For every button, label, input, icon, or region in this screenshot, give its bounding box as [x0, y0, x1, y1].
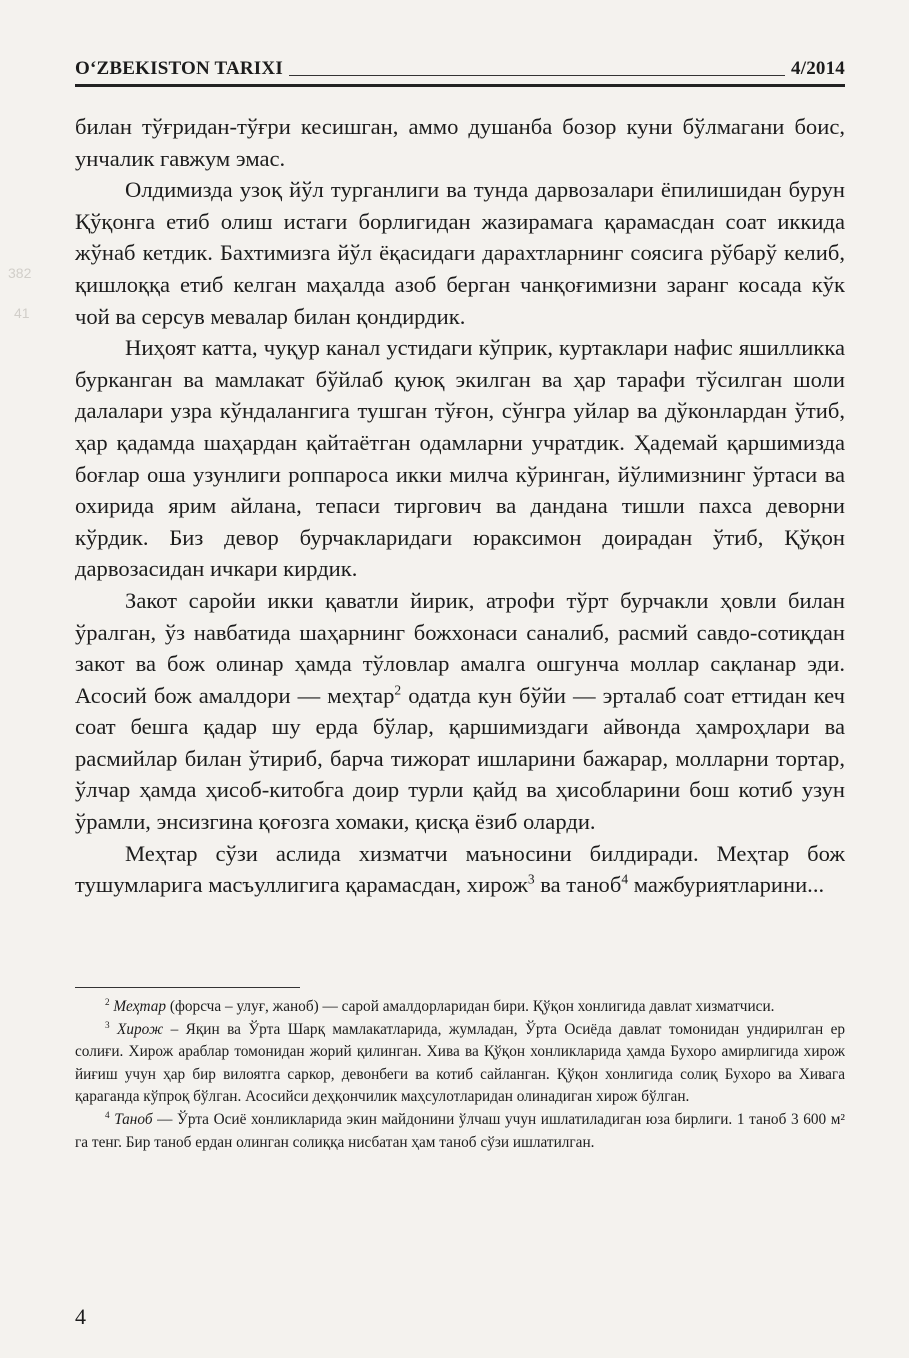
paragraph-text: мажбуриятларини...: [628, 872, 825, 898]
footnote-text: — Ўрта Осиё хонликларида экин майдонини ўлчаш учун ишлатиладиган юза бирлиги. 1 таноб 3 600 м² га тенг. Бир таноб ердан олинган солиққа нисбатан ҳам таноб сўзи ишлатилган.: [75, 1110, 846, 1151]
paragraph: [75, 838, 845, 901]
footnote-3: [75, 1019, 845, 1109]
footnote-number: 2: [105, 996, 110, 1007]
footnote-number: 4: [105, 1109, 110, 1120]
footnote-2: [75, 996, 845, 1019]
header-rule: [289, 75, 785, 76]
paragraph: Ниҳоят катта, чуқур канал устидаги кўприк, куртаклари нафис яшилликка бурканган ва мамлакат бўйлаб қуюқ экилган ва ҳар тарафи тўсилган шоли далалари узра кўндалангига тушган тўғон, сўнгра уйлар ва дўконлардан ўтиб, ҳар қадамда шаҳардан қайтаётган одамларни учратдик. Ҳадемай қаршимизда боғлар оша узунлиги роппароса икки милча кўринган, йўлимизнинг ўртаси ва охирида ярим айлана, тепаси тиргович ва дандана тишли пахса деворни кўрдик. Биз девор бурчакларидаги юраксимон доирадан ўтиб, Қўқон дарвозасидан ичкари кирдик.: [75, 335, 845, 582]
paragraph: [75, 585, 845, 838]
footnote-text: (форсча – улуғ, жаноб) — сарой амалдорларидан бири. Қўқон хонлигида давлат хизматчиси.: [166, 998, 775, 1015]
paragraph-text: одатда кун бўйи — эрталаб соат еттидан кеч соат бешга қадар шу ерда бўлар, қаршимиздаги айвонда ҳамроҳлари ва расмийлар билан ўтириб, барча тижорат ишларини бажарар, молларни тортар, ўлчар ҳамда ҳисоб-китобга доир турли қайд ва ҳисобларини бош котиб узун ўрамли, энсизгина қоғозга хомаки, қисқа ёзиб оларди.: [75, 682, 845, 835]
footnote-term: Хирож: [117, 1020, 164, 1038]
paragraph-text: Меҳтар сўзи аслида хизматчи маъносини билдиради. Меҳтар бож тушумларига масъуллигига қарамасдан, хирож: [75, 840, 845, 898]
footnote-term: Меҳтар: [113, 998, 167, 1015]
margin-stamp-watermark: 382 41: [8, 265, 32, 321]
footnote-4: [75, 1109, 845, 1154]
paragraph: билан тўғридан-тўғри кесишган, аммо душанба бозор куни бўлмагани боис, унчалик гавжум эмас.: [75, 114, 845, 171]
issue-number: 4/2014: [791, 58, 845, 79]
paragraph-text: Закот саройи икки қаватли йирик, атрофи тўрт бурчакли ҳовли билан ўралган, ўз навбатида шаҳарнинг божхонаси саналиб, расмий савдо-сотиқдан закот ва бож олинар ҳамда тўловлар амалга ошгунча моллар сақланар эди. Асосий бож амалдори — меҳтар: [75, 587, 845, 708]
footnote-text: – Яқин ва Ўрта Шарқ мамлакатларида, жумладан, Ўрта Осиёда давлат томонидан ундирилган ер солиғи. Хирож араблар томонидан жорий қилинган. Хива ва Қўқон хонликларида ҳамда Бухоро амирлигида хирож йиғиш учун ҳар бир вилоятга саркор, девонбеги ва котиб сайланган. Қўқон хонлигида солиқ Бухоро ва Хивага қараганда кўпроқ бўлган. Асосийси деҳқончилик маҳсулотларидан олинадиган хирож бўлган.: [75, 1020, 846, 1106]
paragraph-text: ва таноб: [534, 872, 622, 898]
footnote-term: Таноб: [114, 1110, 153, 1128]
footnote-ref-2[interactable]: 2: [394, 682, 402, 698]
footnote-ref-3[interactable]: 3: [527, 871, 535, 887]
footnote-separator: [75, 987, 300, 988]
running-header: [75, 58, 845, 87]
footnotes: [75, 996, 845, 1154]
page-number: 4: [75, 1304, 86, 1329]
footnote-number: 3: [105, 1019, 110, 1030]
footnote-ref-4[interactable]: 4: [621, 871, 629, 887]
journal-title: O‘ZBEKISTON TARIXI: [75, 58, 283, 79]
main-text: [75, 111, 845, 901]
paragraph: Олдимизда узоқ йўл турганлиги ва тунда дарвозалари ёпилишидан бурун Қўқонга етиб олиш истаги борлигидан жазирамага қарамасдан соат иккида жўнаб кетдик. Бахтимизга йўл ёқасидаги дарахтларнинг соясига рўбарў келиб, қишлоққа етиб келган маҳалда азоб берган чанқоғимизни заранг косада кўк чой ва серсув мевалар билан қондирдик.: [75, 177, 845, 329]
